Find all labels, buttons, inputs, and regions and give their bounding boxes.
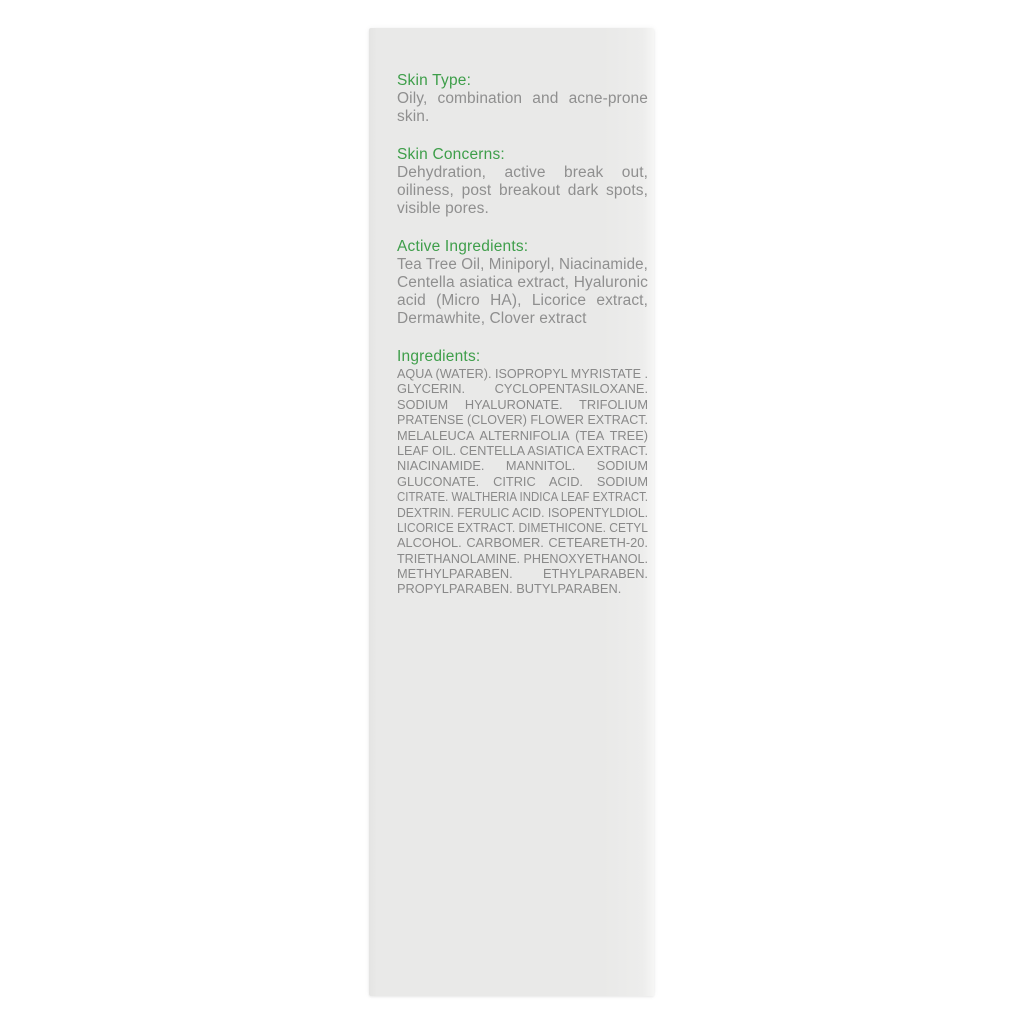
text-line (397, 381, 648, 396)
text-line-content: Centella asiatica extract, Hyaluronic (397, 274, 648, 291)
text-line (397, 520, 648, 535)
text-line (397, 256, 648, 274)
text-line-content: Dehydration, active break out, (397, 164, 649, 181)
text-line (397, 200, 648, 218)
text-line-content: PRATENSE (CLOVER) FLOWER EXTRACT. (397, 412, 648, 428)
text-line-content: Dermawhite, Clover extract (397, 310, 587, 327)
text-line-content: CITRATE. WALTHERIA INDICA LEAF EXTRACT. (397, 489, 648, 505)
text-line (397, 505, 648, 520)
section-heading: Skin Type: (397, 72, 472, 89)
text-line-content: LICORICE EXTRACT. DIMETHICONE. CETYL (397, 519, 648, 535)
text-line (397, 566, 648, 581)
section-lines (397, 366, 648, 597)
text-line-content: Oily, combination and acne-prone (397, 90, 648, 107)
text-line-content: NIACINAMIDE. MANNITOL. SODIUM (397, 458, 648, 474)
text-line (397, 535, 648, 550)
text-line (397, 428, 648, 443)
text-line (397, 458, 648, 473)
text-line (397, 164, 648, 182)
section-lines (397, 164, 648, 218)
text-line-content: visible pores. (397, 200, 489, 217)
text-line (397, 90, 648, 108)
text-line-content: LEAF OIL. CENTELLA ASIATICA EXTRACT. (397, 442, 648, 458)
text-line (397, 474, 648, 489)
panel-content (397, 72, 648, 617)
section-heading: Skin Concerns: (397, 146, 505, 163)
section-heading: Active Ingredients: (397, 238, 529, 255)
text-line-content: DEXTRIN. FERULIC ACID. ISOPENTYLDIOL. (397, 504, 648, 520)
text-line-content: acid (Micro HA), Licorice extract, (397, 292, 648, 309)
text-line (397, 274, 648, 292)
text-line (397, 182, 648, 200)
text-line (397, 551, 648, 566)
text-line (397, 412, 648, 427)
product-box-back-panel (369, 28, 654, 996)
text-line (397, 366, 648, 381)
text-line-content: GLUCONATE. CITRIC ACID. SODIUM (397, 473, 649, 489)
text-line-content: SODIUM HYALURONATE. TRIFOLIUM (397, 396, 648, 412)
text-line-content: Tea Tree Oil, Miniporyl, Niacinamide, (397, 256, 649, 273)
text-line (397, 292, 648, 310)
text-line (397, 108, 648, 126)
text-line-content: GLYCERIN. CYCLOPENTASILOXANE. (397, 381, 649, 397)
text-line-content: MELALEUCA ALTERNIFOLIA (TEA TREE) (397, 427, 648, 443)
text-line-content: oiliness, post breakout dark spots, (397, 182, 649, 199)
text-line-content: PROPYLPARABEN. BUTYLPARABEN. (397, 581, 622, 597)
section-lines (397, 256, 648, 328)
text-line-content: METHYLPARABEN. ETHYLPARABEN. (397, 566, 648, 582)
text-line-content: skin. (397, 108, 430, 125)
text-line (397, 489, 648, 504)
section-lines (397, 90, 648, 126)
text-line (397, 397, 648, 412)
text-line (397, 310, 648, 328)
text-line-content: ALCOHOL. CARBOMER. CETEARETH-20. (397, 535, 648, 551)
text-line-content: TRIETHANOLAMINE. PHENOXYETHANOL. (397, 550, 648, 566)
section-skin-type (397, 72, 648, 126)
text-line-content: AQUA (WATER). ISOPROPYL MYRISTATE . (397, 366, 649, 381)
section-ingredients (397, 348, 648, 597)
section-active-ingredients (397, 238, 648, 328)
text-line (397, 581, 648, 596)
section-heading: Ingredients: (397, 348, 481, 365)
section-skin-concerns (397, 146, 648, 218)
text-line (397, 443, 648, 458)
